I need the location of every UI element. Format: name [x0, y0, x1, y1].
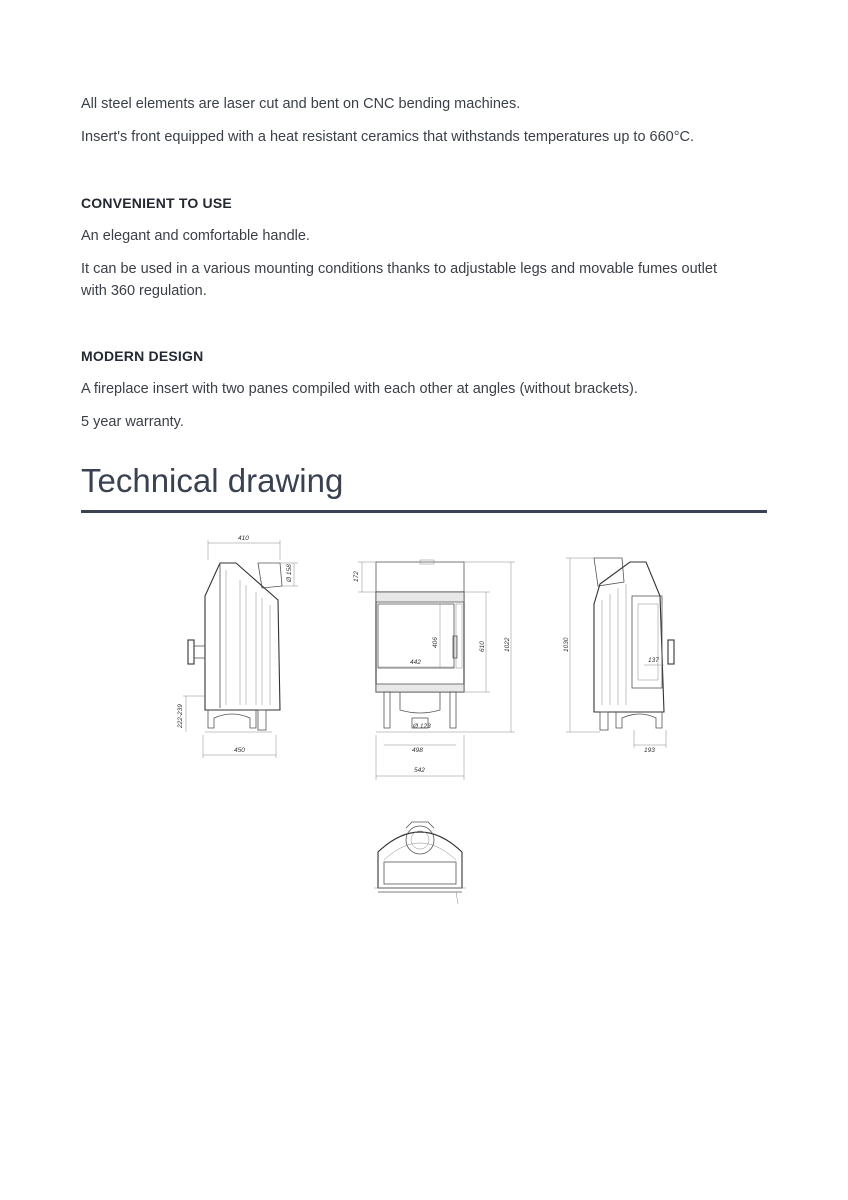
dim-door-height: 610 [479, 641, 486, 652]
side-view-left [177, 535, 298, 758]
side-view-right [563, 558, 674, 754]
dim-leg-height: 222-239 [177, 704, 184, 728]
modern-paragraph-2: 5 year warranty. [81, 414, 184, 430]
dim-right-depth: 193 [644, 747, 655, 754]
intro-paragraph-1: All steel elements are laser cut and bent on CNC bending machines. [81, 96, 521, 112]
dim-total-width: 542 [414, 767, 425, 774]
dim-glass-width: 442 [410, 659, 421, 666]
dim-side-width: 410 [238, 535, 249, 542]
section-heading-modern: MODERN DESIGN [81, 348, 204, 364]
convenient-paragraph-2-line-1: It can be used in a various mounting conditions thanks to adjustable legs and movable fumes outlet [81, 261, 717, 277]
dim-outlet-diameter: Ø 123 [413, 723, 431, 730]
dim-legs-width: 498 [412, 747, 423, 754]
dim-glass-height: 406 [432, 637, 439, 648]
dim-top-offset: 172 [353, 571, 360, 582]
dim-right-height: 1030 [563, 637, 570, 652]
front-view [353, 560, 515, 780]
convenient-paragraph-2-line-2: with 360 regulation. [81, 283, 207, 299]
dim-flue-diameter: Ø 158 [286, 564, 293, 582]
technical-drawing-title: Technical drawing [81, 462, 344, 499]
intro-paragraph-2: Insert's front equipped with a heat resistant ceramics that withstands temperatures up to 660°C. [81, 129, 695, 145]
top-view [374, 822, 466, 904]
dim-side-depth: 450 [234, 747, 245, 754]
section-heading-convenient: CONVENIENT TO USE [81, 195, 232, 211]
dim-right-glass: 137 [648, 657, 659, 664]
convenient-paragraph-1: An elegant and comfortable handle. [81, 228, 310, 244]
modern-paragraph-1: A fireplace insert with two panes compiled with each other at angles (without brackets). [81, 381, 638, 397]
dim-total-height: 1022 [504, 637, 511, 652]
